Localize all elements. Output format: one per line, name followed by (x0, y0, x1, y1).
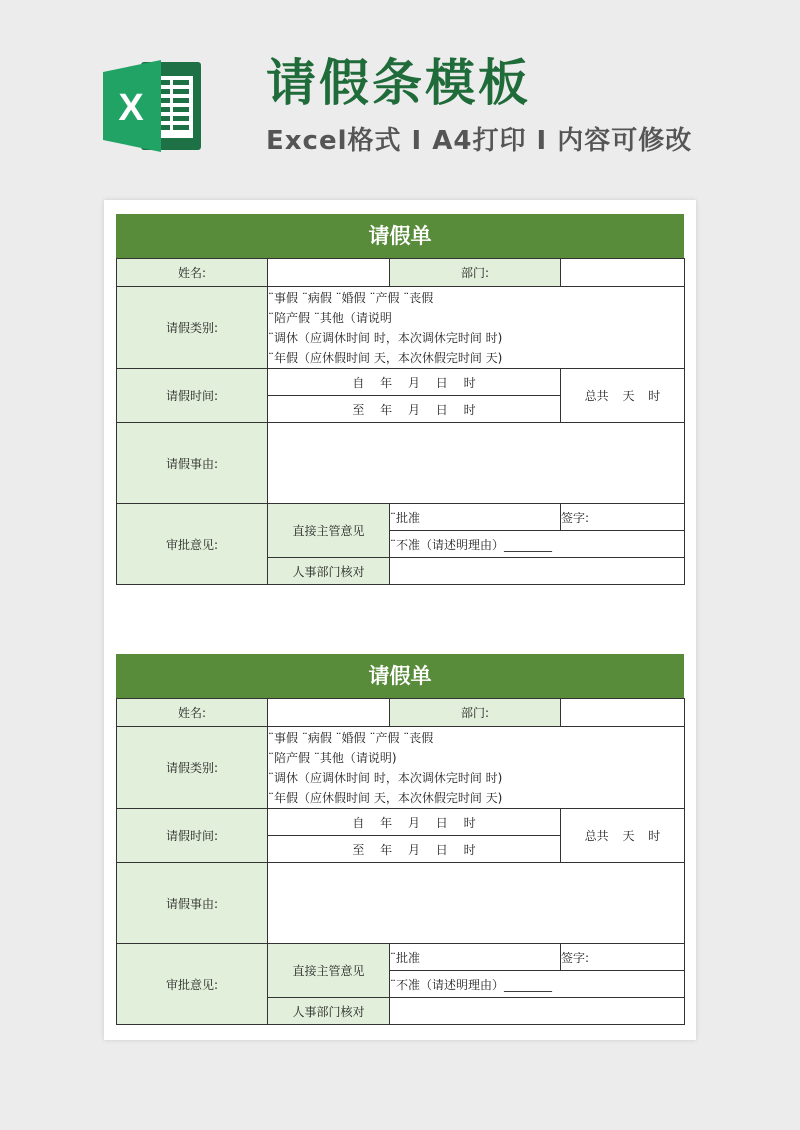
leave-time-label: 请假时间: (117, 809, 268, 863)
leave-type-option[interactable]: ¨调休（应调休时间 时，本次调休完时间 时) (268, 330, 503, 345)
leave-type-option[interactable]: ¨陪产假 ¨其他（请说明 (268, 310, 392, 325)
leave-type-option[interactable]: ¨事假 ¨病假 ¨婚假 ¨产假 ¨丧假 (268, 730, 434, 745)
leave-time-total[interactable]: 总共 天 时 (561, 809, 685, 863)
leave-type-options (268, 287, 685, 369)
reject-option[interactable]: ¨不准（请述明理由）________ (390, 531, 685, 558)
reason-field[interactable] (268, 863, 685, 944)
name-label: 姓名: (117, 699, 268, 727)
leave-type-label: 请假类别: (117, 287, 268, 369)
name-field[interactable] (268, 699, 390, 727)
approve-option[interactable]: ¨批准 (390, 504, 561, 531)
leave-time-to[interactable]: 至 年 月 日 时 (268, 836, 561, 863)
approval-label: 审批意见: (117, 504, 268, 585)
hr-check-field[interactable] (390, 558, 685, 585)
supervisor-opinion-label: 直接主管意见 (268, 504, 390, 558)
name-field[interactable] (268, 259, 390, 287)
leave-type-option[interactable]: ¨陪产假 ¨其他（请说明) (268, 750, 397, 765)
form-title: 请假单 (116, 214, 684, 258)
hero-banner (0, 0, 800, 190)
leave-form-table (116, 698, 685, 1025)
leave-type-option[interactable]: ¨事假 ¨病假 ¨婚假 ¨产假 ¨丧假 (268, 290, 434, 305)
leave-time-to[interactable]: 至 年 月 日 时 (268, 396, 561, 423)
leave-type-option[interactable]: ¨年假（应休假时间 天，本次休假完时间 天) (268, 350, 503, 365)
hr-check-label: 人事部门核对 (268, 998, 390, 1025)
name-label: 姓名: (117, 259, 268, 287)
form-title: 请假单 (116, 654, 684, 698)
department-label: 部门: (390, 259, 561, 287)
reason-label: 请假事由: (117, 423, 268, 504)
supervisor-opinion-label: 直接主管意见 (268, 944, 390, 998)
leave-type-options (268, 727, 685, 809)
excel-icon (103, 58, 203, 154)
approve-option[interactable]: ¨批准 (390, 944, 561, 971)
page-subtitle: Excel格式 I A4打印 I 内容可修改 (266, 126, 693, 156)
hr-check-label: 人事部门核对 (268, 558, 390, 585)
document-page (104, 200, 696, 1040)
page-title: 请假条模板 (266, 54, 531, 112)
leave-time-label: 请假时间: (117, 369, 268, 423)
reject-option[interactable]: ¨不准（请述明理由）________ (390, 971, 685, 998)
approval-label: 审批意见: (117, 944, 268, 1025)
department-field[interactable] (561, 699, 685, 727)
signature-field[interactable]: 签字: (561, 944, 685, 971)
leave-type-label: 请假类别: (117, 727, 268, 809)
leave-time-from[interactable]: 自 年 月 日 时 (268, 369, 561, 396)
reason-label: 请假事由: (117, 863, 268, 944)
department-label: 部门: (390, 699, 561, 727)
hr-check-field[interactable] (390, 998, 685, 1025)
leave-time-total[interactable]: 总共 天 时 (561, 369, 685, 423)
leave-form-2 (116, 654, 684, 1025)
leave-time-from[interactable]: 自 年 月 日 时 (268, 809, 561, 836)
signature-field[interactable]: 签字: (561, 504, 685, 531)
leave-type-option[interactable]: ¨调休（应调休时间 时，本次调休完时间 时) (268, 770, 503, 785)
svg-text:X: X (118, 87, 144, 129)
reason-field[interactable] (268, 423, 685, 504)
leave-form-table (116, 258, 685, 585)
leave-type-option[interactable]: ¨年假（应休假时间 天，本次休假完时间 天) (268, 790, 503, 805)
leave-form-1 (116, 214, 684, 585)
department-field[interactable] (561, 259, 685, 287)
